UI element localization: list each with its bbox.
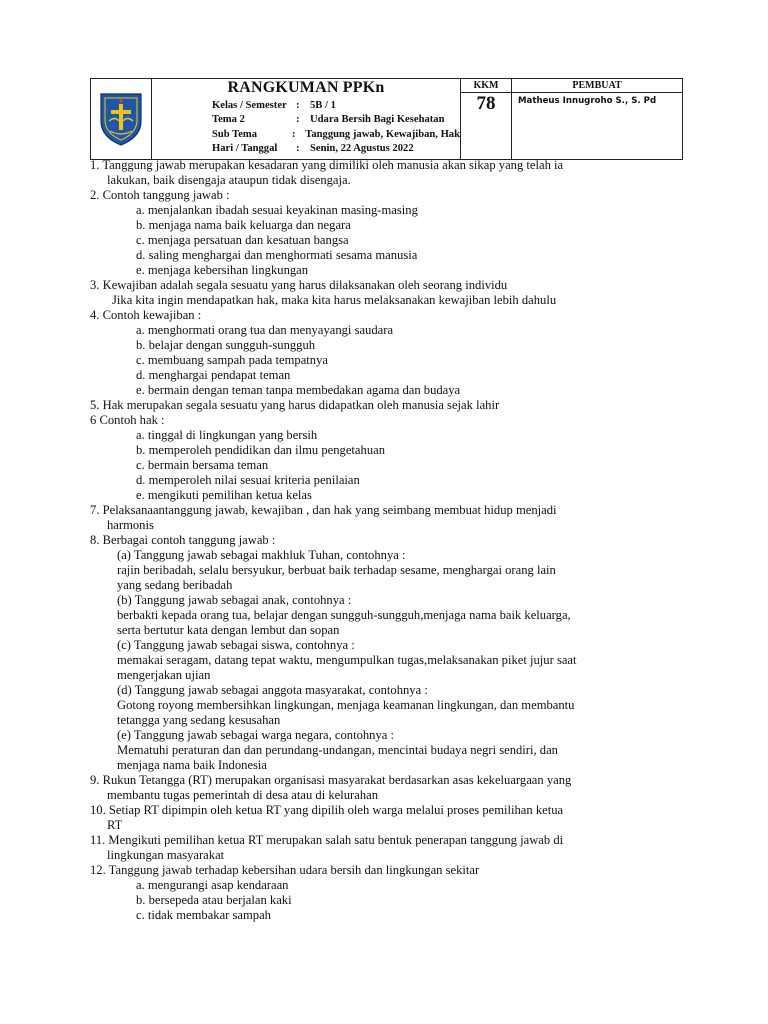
pembuat-label: PEMBUAT xyxy=(512,79,682,93)
text-line: a. menghormati orang tua dan menyayangi saudara xyxy=(136,323,394,337)
text-line: memakai seragam, datang tepat waktu, mengumpulkan tugas,melaksanakan piket jujur saat xyxy=(117,653,577,667)
text-line: a. menjalankan ibadah sesuai keyakinan masing-masing xyxy=(136,203,418,217)
info-sep: : xyxy=(291,128,296,140)
text-line: lingkungan masyarakat xyxy=(107,848,225,862)
text-line: (a) Tanggung jawab sebagai makhluk Tuhan, contohnya : xyxy=(117,548,406,562)
text-line: harmonis xyxy=(107,518,154,532)
text-line: serta bertutur kata dengan lembut dan sopan xyxy=(117,623,340,637)
page-title: RANGKUMAN PPKn xyxy=(227,79,385,96)
text-line: 3. Kewajiban adalah segala sesuatu yang harus dilaksanakan oleh seorang individu xyxy=(90,278,508,292)
text-line: e. mengikuti pemilihan ketua kelas xyxy=(136,488,312,502)
text-line: Jika kita ingin mendapatkan hak, maka kita harus melaksanakan kewajiban lebih dahulu xyxy=(112,293,557,307)
text-line: (d) Tanggung jawab sebagai anggota masyarakat, contohnya : xyxy=(117,683,428,697)
text-line: (b) Tanggung jawab sebagai anak, contohnya : xyxy=(117,593,352,607)
text-line: tetangga yang sedang kesusahan xyxy=(117,713,281,727)
text-line: Mematuhi peraturan dan dan perundang-undangan, mencintai budaya negri sendiri, dan xyxy=(117,743,558,757)
info-sep: : xyxy=(296,100,300,111)
header-info xyxy=(212,99,460,156)
header-table xyxy=(90,78,683,160)
text-line: 9. Rukun Tetangga (RT) merupakan organisasi masyarakat berdasarkan asas kekeluargaan yang xyxy=(90,773,572,787)
text-line: e. bermain dengan teman tanpa membedakan agama dan budaya xyxy=(136,383,461,397)
text-line: b. menjaga nama baik keluarga dan negara xyxy=(136,218,351,232)
text-line: c. menjaga persatuan dan kesatuan bangsa xyxy=(136,233,349,247)
text-line: b. bersepeda atau berjalan kaki xyxy=(136,893,292,907)
text-line: 11. Mengikuti pemilihan ketua RT merupakan salah satu bentuk penerapan tanggung jawab di xyxy=(90,833,564,847)
info-sep: : xyxy=(296,142,300,154)
text-line: 8. Berbagai contoh tanggung jawab : xyxy=(90,533,276,547)
info-key: Tema 2 xyxy=(212,114,245,126)
kkm-value: 78 xyxy=(476,93,496,114)
text-line: d. memperoleh nilai sesuai kriteria penilaian xyxy=(136,473,360,487)
text-line: (c) Tanggung jawab sebagai siswa, contohnya : xyxy=(117,638,355,652)
school-emblem-icon xyxy=(97,91,145,147)
header-main-cell xyxy=(152,79,461,160)
kkm-cell xyxy=(461,79,512,160)
text-line: 6 Contoh hak : xyxy=(90,413,165,427)
info-value: Senin, 22 Agustus 2022 xyxy=(310,142,414,154)
text-line: a. mengurangi asap kendaraan xyxy=(136,878,289,892)
text-line: 7. Pelaksanaantanggung jawab, kewajiban , dan hak yang seimbang membuat hidup menjadi xyxy=(90,503,557,517)
info-key: Hari / Tanggal xyxy=(212,142,278,154)
text-line: 5. Hak merupakan segala sesuatu yang harus didapatkan oleh manusia sejak lahir xyxy=(90,398,500,412)
text-line: b. belajar dengan sungguh-sungguh xyxy=(136,338,316,352)
info-row-kelas xyxy=(212,99,460,113)
text-line: 12. Tanggung jawab terhadap kebersihan udara bersih dan lingkungan sekitar xyxy=(90,863,480,877)
text-line: e. menjaga kebersihan lingkungan xyxy=(136,263,309,277)
text-line: (e) Tanggung jawab sebagai warga negara, contohnya : xyxy=(117,728,395,742)
text-line: mengerjakan ujian xyxy=(117,668,211,682)
text-line: 2. Contoh tanggung jawab : xyxy=(90,188,230,202)
text-line: 1. Tanggung jawab merupakan kesadaran yang dimiliki oleh manusia akan sikap yang telah ia xyxy=(90,158,564,172)
info-row-tanggal xyxy=(212,142,460,156)
info-row-tema xyxy=(212,113,460,127)
info-row-subtema xyxy=(212,128,460,142)
logo-cell xyxy=(91,79,152,160)
text-line: berbakti kepada orang tua, belajar dengan sungguh-sungguh,menjaga nama baik keluarga, xyxy=(117,608,571,622)
text-line: menjaga nama baik Indonesia xyxy=(117,758,268,772)
info-value: 5B / 1 xyxy=(310,100,336,111)
text-line: Gotong royong membersihkan lingkungan, menjaga keamanan lingkungan, dan membantu xyxy=(117,698,575,712)
document-body xyxy=(90,158,690,923)
kkm-label: KKM xyxy=(461,79,511,93)
text-line: rajin beribadah, selalu bersyukur, berbuat baik terhadap sesame, menghargai orang lain xyxy=(117,563,556,577)
text-line: a. tinggal di lingkungan yang bersih xyxy=(136,428,318,442)
text-line: c. tidak membakar sampah xyxy=(136,908,271,922)
info-value: Tanggung jawab, Kewajiban, Hak xyxy=(305,128,460,140)
text-line: 4. Contoh kewajiban : xyxy=(90,308,202,322)
text-line: 10. Setiap RT dipimpin oleh ketua RT yang dipilih oleh warga melalui proses pemilihan ketua xyxy=(90,803,564,817)
text-line: yang sedang beribadah xyxy=(117,578,233,592)
text-line: b. memperoleh pendidikan dan ilmu pengetahuan xyxy=(136,443,386,457)
text-line: c. bermain bersama teman xyxy=(136,458,269,472)
pembuat-cell xyxy=(512,79,683,160)
info-value: Udara Bersih Bagi Kesehatan xyxy=(310,114,445,126)
info-key: Kelas / Semester xyxy=(212,100,287,111)
info-key: Sub Tema xyxy=(212,128,258,140)
text-line: membantu tugas pemerintah di desa atau di kelurahan xyxy=(107,788,379,802)
text-line: d. menghargai pendapat teman xyxy=(136,368,291,382)
text-line: RT xyxy=(107,818,123,832)
text-line: c. membuang sampah pada tempatnya xyxy=(136,353,328,367)
text-line: d. saling menghargai dan menghormati sesama manusia xyxy=(136,248,418,262)
text-line: lakukan, baik disengaja ataupun tidak disengaja. xyxy=(107,173,351,187)
info-sep: : xyxy=(296,114,300,126)
pembuat-name: Matheus Innugroho S., S. Pd xyxy=(518,96,657,106)
